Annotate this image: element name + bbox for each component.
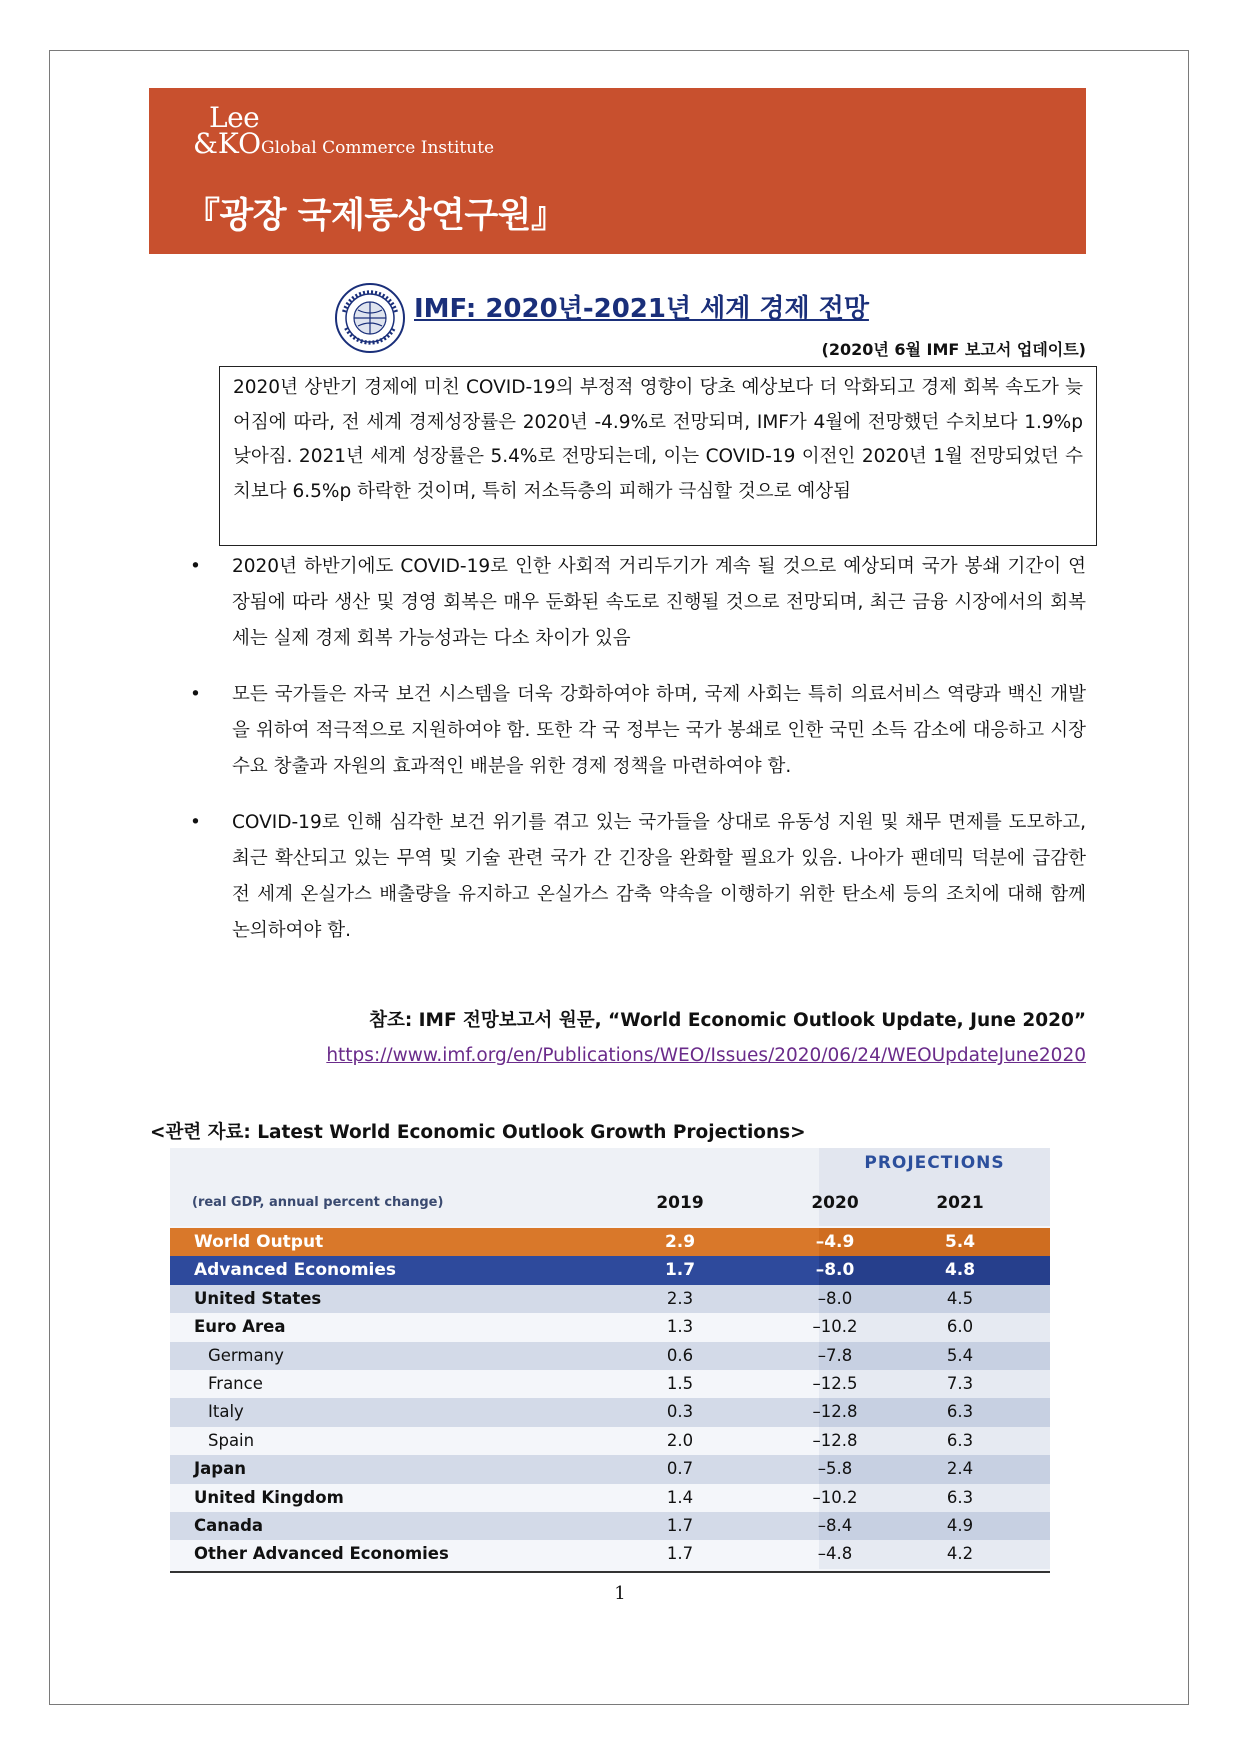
bullet-text: 2020년 하반기에도 COVID-19로 인한 사회적 거리두기가 계속 될 것으로 예상되며 국가 봉쇄 기간이 연장됨에 따라 생산 및 경영 회복은 매우 둔화된 속도로 진행될 것으로 전망되며, 최근 금융 시장에서의 회복세는 실제 경제 회복 가능성과는 다소 차이가 있음: [232, 556, 1086, 649]
bullet-symbol: •: [190, 812, 201, 833]
document-title: IMF: 2020년-2021년 세계 경제 전망: [414, 294, 869, 324]
value-2020: –8.0: [817, 1288, 853, 1308]
bullet-symbol: •: [190, 684, 201, 705]
value-2019: 1.7: [666, 1544, 694, 1564]
value-2020: –7.8: [817, 1345, 853, 1365]
value-2019: 1.3: [666, 1317, 694, 1337]
table-row: [170, 1484, 1050, 1512]
row-name: Euro Area: [194, 1317, 286, 1337]
value-2020: –12.8: [812, 1402, 858, 1422]
projections-label: PROJECTIONS: [864, 1153, 1005, 1173]
table-row-world-output: [170, 1228, 1050, 1256]
table-row: [170, 1455, 1050, 1483]
value-2021: 6.3: [946, 1430, 974, 1450]
value-2020: –8.0: [815, 1260, 855, 1281]
row-name: Advanced Economies: [194, 1260, 397, 1281]
summary-box: 2020년 상반기 경제에 미친 COVID-19의 부정적 영향이 당초 예상보다 더 악화되고 경제 회복 속도가 늦어짐에 따라, 전 세계 경제성장률은 2020년 -4.9%로 전망되며, IMF가 4월에 전망했던 수치보다 1.9%p 낮아짐. 2021년 세계 성장률은 5.4%로 전망되는데, 이는 COVID-19 이전인 2020년 1월 전망되었던 수치보다 6.5%p 하락한 것이며, 특히 저소득층의 피해가 극심할 것으로 예상됨: [219, 366, 1097, 546]
logo-lee-text: Lee: [209, 101, 260, 134]
row-name: Germany: [208, 1345, 284, 1365]
table-row: [170, 1370, 1050, 1398]
table-row: [170, 1540, 1050, 1568]
value-2021: 5.4: [944, 1232, 976, 1252]
bullet-item: [190, 677, 1086, 785]
value-2019: 1.5: [666, 1374, 694, 1393]
document-subtitle: (2020년 6월 IMF 보고서 업데이트): [821, 340, 1086, 359]
value-2019: 0.7: [666, 1459, 694, 1479]
value-2021: 4.8: [944, 1260, 976, 1281]
logo-institute-text: Global Commerce Institute: [261, 138, 495, 158]
reference-citation: 참조: IMF 전망보고서 원문, “World Economic Outlook Update, June 2020”: [369, 1010, 1086, 1031]
row-name: Japan: [194, 1459, 246, 1479]
related-material-title: <관련 자료: Latest World Economic Outlook Growth Projections>: [150, 1122, 806, 1143]
value-2020: –12.5: [812, 1374, 858, 1393]
value-2020: –5.8: [817, 1459, 853, 1479]
bullet-item: [190, 549, 1086, 657]
row-name: France: [208, 1374, 263, 1393]
table-row: [170, 1512, 1050, 1540]
value-2021: 6.3: [946, 1487, 974, 1507]
bullet-text: COVID-19로 인해 심각한 보건 위기를 겪고 있는 국가들을 상대로 유동성 지원 및 채무 면제를 도모하고, 최근 확산되고 있는 무역 및 기술 관련 국가 간 긴장을 완화할 필요가 있음. 나아가 팬데믹 덕분에 급감한 전 세계 온실가스 배출량을 유지하고 온실가스 감축 약속을 이행하기 위한 탄소세 등의 조치에 대해 함께 논의하여야 함.: [232, 812, 1086, 941]
page-number: 1: [614, 1583, 626, 1604]
value-2021: 7.3: [946, 1374, 974, 1393]
value-2021: 2.4: [946, 1459, 974, 1479]
logo-ko-text: &KO: [193, 127, 262, 160]
header-banner: [149, 88, 1086, 254]
table-row: [170, 1398, 1050, 1426]
bullet-item: [190, 805, 1086, 949]
bullet-list: [190, 549, 1086, 969]
table-bottom-rule: [170, 1571, 1050, 1573]
value-2019: 0.3: [666, 1402, 694, 1422]
value-2021: 4.5: [946, 1288, 974, 1308]
row-name: World Output: [194, 1232, 324, 1252]
year-header-2020: 2020: [811, 1193, 859, 1213]
row-name: Other Advanced Economies: [194, 1544, 449, 1564]
table-row-advanced-economies: [170, 1256, 1050, 1284]
bullet-symbol: •: [190, 556, 201, 577]
year-header-2021: 2021: [936, 1193, 984, 1213]
value-2020: –4.8: [817, 1544, 853, 1564]
bullet-text: 모든 국가들은 자국 보건 시스템을 더욱 강화하여야 하며, 국제 사회는 특히 의료서비스 역량과 백신 개발을 위하여 적극적으로 지원하여야 함. 또한 각 국 정부는 국가 봉쇄로 인한 국민 소득 감소에 대응하고 시장 수요 창출과 자원의 효과적인 배분을 위한 경제 정책을 마련하여야 함.: [232, 684, 1086, 777]
value-2021: 4.2: [946, 1544, 974, 1564]
table-row: [170, 1342, 1050, 1370]
value-2019: 1.7: [664, 1260, 696, 1281]
value-2021: 6.0: [946, 1317, 974, 1337]
value-2019: 2.3: [666, 1288, 694, 1308]
value-2020: –12.8: [812, 1430, 858, 1450]
value-2020: –10.2: [812, 1487, 858, 1507]
value-2021: 6.3: [946, 1402, 974, 1422]
reference-link[interactable]: https://www.imf.org/en/Publications/WEO/Issues/2020/06/24/WEOUpdateJune2020: [326, 1045, 1086, 1066]
value-2019: 1.4: [666, 1487, 694, 1507]
table-header: [170, 1148, 1050, 1226]
table-row: [170, 1427, 1050, 1455]
row-name: Italy: [208, 1402, 244, 1422]
unit-label: (real GDP, annual percent change): [192, 1195, 444, 1210]
row-name: Canada: [194, 1516, 264, 1535]
row-name: United States: [194, 1288, 322, 1308]
value-2019: 0.6: [666, 1345, 694, 1365]
value-2020: –4.9: [815, 1232, 855, 1252]
banner-title: 『광장 국제통상연구원』: [185, 196, 566, 236]
growth-projections-table: [170, 1148, 1050, 1573]
table-row: [170, 1313, 1050, 1341]
value-2020: –10.2: [812, 1317, 858, 1337]
value-2020: –8.4: [817, 1516, 853, 1535]
year-header-2019: 2019: [656, 1193, 704, 1213]
value-2019: 2.0: [666, 1430, 694, 1450]
value-2019: 1.7: [666, 1516, 694, 1535]
value-2021: 4.9: [946, 1516, 974, 1535]
imf-seal-icon: [334, 282, 406, 354]
table-row: [170, 1285, 1050, 1313]
value-2019: 2.9: [664, 1232, 696, 1252]
value-2021: 5.4: [946, 1345, 974, 1365]
row-name: Spain: [208, 1430, 255, 1450]
row-name: United Kingdom: [194, 1487, 344, 1507]
